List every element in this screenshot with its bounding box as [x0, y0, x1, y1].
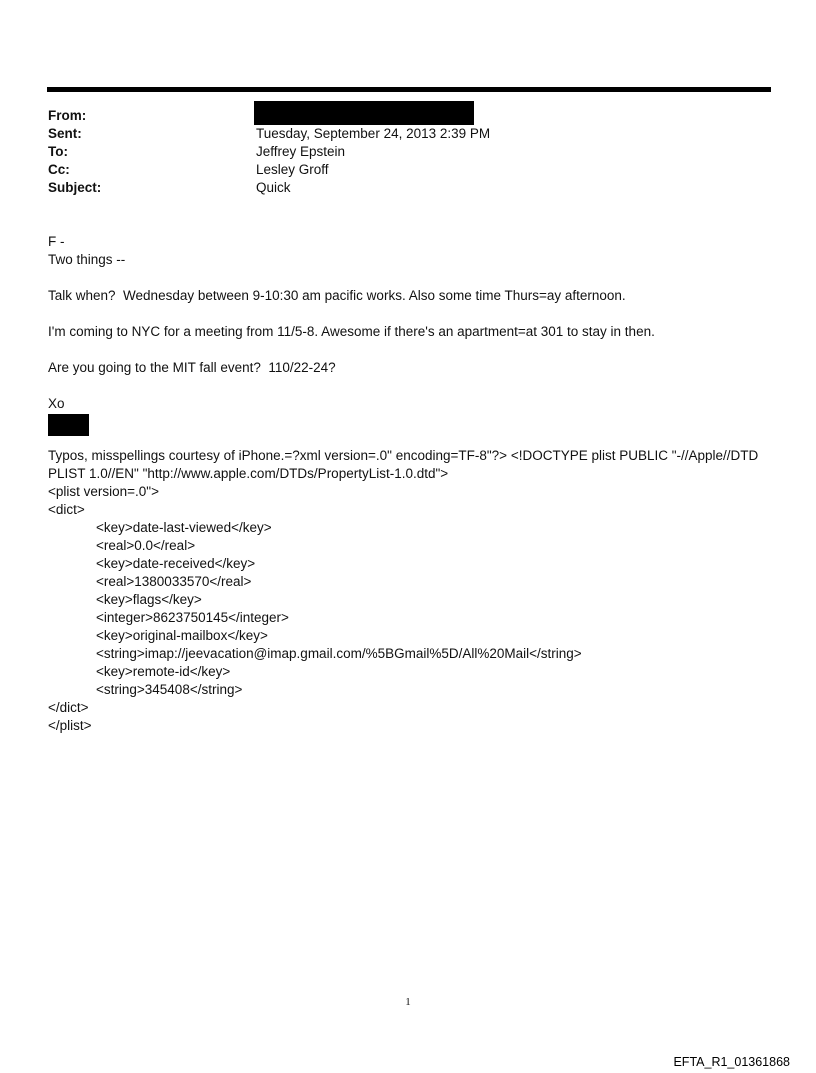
sent-row [48, 125, 748, 143]
plist-open: <plist version=.0"> [48, 484, 159, 499]
to-value: Jeffrey Epstein [256, 144, 346, 159]
header-rule [47, 87, 771, 92]
spacer [48, 377, 768, 395]
plist-line: <integer>8623750145</integer> [96, 610, 289, 625]
plist-line: <string>imap://jeevacation@imap.gmail.com/%5BGmail%5D/All%20Mail</string> [96, 646, 582, 661]
typos-line-1: Typos, misspellings courtesy of iPhone.=?xml version=.0" encoding=TF-8"?> <!DOCTYPE plist PUBLIC "-//Apple//DTD [48, 448, 759, 463]
paragraph-talk: Talk when? Wednesday between 9-10:30 am pacific works. Also some time Thurs=ay afternoon. [48, 288, 626, 303]
from-label: From: [48, 108, 87, 123]
email-header [48, 107, 748, 197]
cc-value: Lesley Groff [256, 162, 329, 177]
typos-line-2: PLIST 1.0//EN" "http://www.apple.com/DTDs/PropertyList-1.0.dtd"> [48, 466, 449, 481]
intro-line: Two things -- [48, 252, 126, 267]
plist-line: <key>flags</key> [96, 592, 202, 607]
dict-open: <dict> [48, 502, 85, 517]
to-label: To: [48, 144, 68, 159]
plist-line: <real>0.0</real> [96, 538, 196, 553]
to-row [48, 143, 748, 161]
from-row [48, 107, 748, 125]
cc-label: Cc: [48, 162, 70, 177]
redacted-sender [254, 101, 474, 125]
paragraph-nyc: I'm coming to NYC for a meeting from 11/5-8. Awesome if there's an apartment=at 301 to stay in then. [48, 324, 655, 339]
plist-line: <key>date-received</key> [96, 556, 256, 571]
greeting: F - [48, 234, 65, 249]
subject-row [48, 179, 748, 197]
email-body [48, 233, 768, 735]
bates-number: EFTA_R1_01361868 [673, 1055, 790, 1069]
cc-row [48, 161, 748, 179]
subject-label: Subject: [48, 180, 102, 195]
plist-line: <real>1380033570</real> [96, 574, 252, 589]
spacer [48, 341, 768, 359]
sent-value: Tuesday, September 24, 2013 2:39 PM [256, 126, 491, 141]
plist-line: <key>date-last-viewed</key> [96, 520, 272, 535]
subject-value: Quick [256, 180, 291, 195]
paragraph-mit: Are you going to the MIT fall event? 110/22-24? [48, 360, 336, 375]
plist-line: <key>original-mailbox</key> [96, 628, 268, 643]
signoff: Xo [48, 396, 65, 411]
plist-close: </plist> [48, 718, 92, 733]
spacer [48, 305, 768, 323]
sent-label: Sent: [48, 126, 82, 141]
dict-close: </dict> [48, 700, 89, 715]
redacted-signature [48, 414, 89, 436]
spacer [48, 269, 768, 287]
plist-line: <string>345408</string> [96, 682, 243, 697]
plist-line: <key>remote-id</key> [96, 664, 231, 679]
page-number: 1 [405, 996, 411, 1008]
